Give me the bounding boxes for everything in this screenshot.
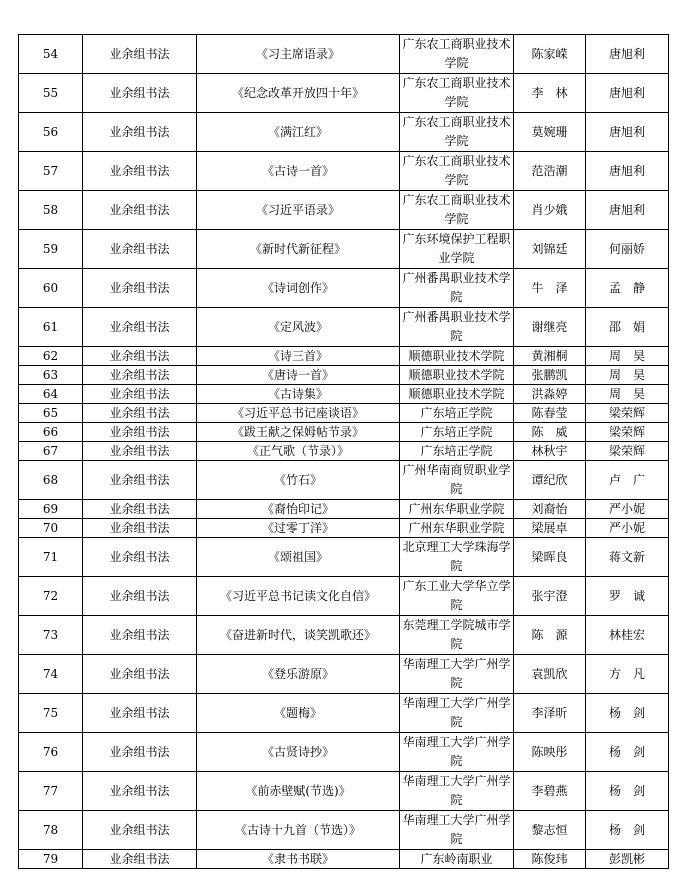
teacher-cell: 梁荣辉 bbox=[586, 404, 669, 423]
category-cell: 业余组书法 bbox=[83, 423, 197, 442]
school-cell: 广州东华职业学院 bbox=[400, 519, 514, 538]
school-cell: 广东农工商职业技术学院 bbox=[400, 74, 514, 113]
work-title-cell: 《满江红》 bbox=[197, 113, 400, 152]
teacher-cell: 方 凡 bbox=[586, 655, 669, 694]
category-cell: 业余组书法 bbox=[83, 519, 197, 538]
school-cell: 广东农工商职业技术学院 bbox=[400, 191, 514, 230]
row-number-cell: 56 bbox=[19, 113, 83, 152]
school-cell: 华南理工大学广州学院 bbox=[400, 811, 514, 850]
school-cell: 广东环境保护工程职业学院 bbox=[400, 230, 514, 269]
school-cell: 广东培正学院 bbox=[400, 423, 514, 442]
school-cell: 广东农工商职业技术学院 bbox=[400, 113, 514, 152]
student-cell: 谭纪欣 bbox=[514, 461, 586, 500]
school-cell: 华南理工大学广州学院 bbox=[400, 733, 514, 772]
category-cell: 业余组书法 bbox=[83, 577, 197, 616]
table-row bbox=[19, 538, 669, 577]
category-cell: 业余组书法 bbox=[83, 74, 197, 113]
row-number-cell: 77 bbox=[19, 772, 83, 811]
row-number-cell: 58 bbox=[19, 191, 83, 230]
student-cell: 黄湘桐 bbox=[514, 347, 586, 366]
row-number-cell: 74 bbox=[19, 655, 83, 694]
teacher-cell: 杨 剑 bbox=[586, 772, 669, 811]
table-row bbox=[19, 423, 669, 442]
table-row bbox=[19, 616, 669, 655]
work-title-cell: 《裔怡印记》 bbox=[197, 500, 400, 519]
teacher-cell: 周 昊 bbox=[586, 385, 669, 404]
student-cell: 陈映彤 bbox=[514, 733, 586, 772]
teacher-cell: 唐旭利 bbox=[586, 191, 669, 230]
table-row bbox=[19, 269, 669, 308]
table-row bbox=[19, 442, 669, 461]
work-title-cell: 《竹石》 bbox=[197, 461, 400, 500]
work-title-cell: 《习近平总书记读文化自信》 bbox=[197, 577, 400, 616]
table-row bbox=[19, 694, 669, 733]
teacher-cell: 梁荣辉 bbox=[586, 423, 669, 442]
teacher-cell: 唐旭利 bbox=[586, 74, 669, 113]
category-cell: 业余组书法 bbox=[83, 404, 197, 423]
table-row bbox=[19, 35, 669, 74]
row-number-cell: 66 bbox=[19, 423, 83, 442]
work-title-cell: 《跋王献之保姆帖节录》 bbox=[197, 423, 400, 442]
row-number-cell: 59 bbox=[19, 230, 83, 269]
category-cell: 业余组书法 bbox=[83, 655, 197, 694]
row-number-cell: 65 bbox=[19, 404, 83, 423]
school-cell: 华南理工大学广州学院 bbox=[400, 655, 514, 694]
row-number-cell: 55 bbox=[19, 74, 83, 113]
student-cell: 李泽昕 bbox=[514, 694, 586, 733]
teacher-cell: 蒋文新 bbox=[586, 538, 669, 577]
teacher-cell: 邵 娟 bbox=[586, 308, 669, 347]
student-cell: 张宇澄 bbox=[514, 577, 586, 616]
row-number-cell: 70 bbox=[19, 519, 83, 538]
student-cell: 陈春莹 bbox=[514, 404, 586, 423]
student-cell: 洪淼婷 bbox=[514, 385, 586, 404]
category-cell: 业余组书法 bbox=[83, 347, 197, 366]
teacher-cell: 卢 广 bbox=[586, 461, 669, 500]
teacher-cell: 唐旭利 bbox=[586, 152, 669, 191]
category-cell: 业余组书法 bbox=[83, 230, 197, 269]
row-number-cell: 71 bbox=[19, 538, 83, 577]
teacher-cell: 彭凯彬 bbox=[586, 850, 669, 869]
table-row bbox=[19, 191, 669, 230]
table-row bbox=[19, 850, 669, 869]
category-cell: 业余组书法 bbox=[83, 538, 197, 577]
row-number-cell: 67 bbox=[19, 442, 83, 461]
category-cell: 业余组书法 bbox=[83, 269, 197, 308]
category-cell: 业余组书法 bbox=[83, 366, 197, 385]
work-title-cell: 《正气歌（节录）》 bbox=[197, 442, 400, 461]
table-row bbox=[19, 461, 669, 500]
school-cell: 广东农工商职业技术学院 bbox=[400, 35, 514, 74]
work-title-cell: 《古诗十九首（节选）》 bbox=[197, 811, 400, 850]
student-cell: 黎志恒 bbox=[514, 811, 586, 850]
teacher-cell: 杨 剑 bbox=[586, 733, 669, 772]
table-row bbox=[19, 347, 669, 366]
table-row bbox=[19, 811, 669, 850]
table-row bbox=[19, 230, 669, 269]
student-cell: 陈 源 bbox=[514, 616, 586, 655]
teacher-cell: 孟 静 bbox=[586, 269, 669, 308]
table-row bbox=[19, 500, 669, 519]
row-number-cell: 79 bbox=[19, 850, 83, 869]
table-row bbox=[19, 308, 669, 347]
awards-table bbox=[18, 34, 669, 869]
teacher-cell: 罗 诚 bbox=[586, 577, 669, 616]
teacher-cell: 何丽娇 bbox=[586, 230, 669, 269]
student-cell: 陈俊玮 bbox=[514, 850, 586, 869]
category-cell: 业余组书法 bbox=[83, 385, 197, 404]
teacher-cell: 林桂宏 bbox=[586, 616, 669, 655]
work-title-cell: 《古诗集》 bbox=[197, 385, 400, 404]
row-number-cell: 72 bbox=[19, 577, 83, 616]
row-number-cell: 78 bbox=[19, 811, 83, 850]
table-body bbox=[19, 35, 669, 869]
category-cell: 业余组书法 bbox=[83, 811, 197, 850]
student-cell: 李 林 bbox=[514, 74, 586, 113]
school-cell: 广州华南商贸职业学院 bbox=[400, 461, 514, 500]
category-cell: 业余组书法 bbox=[83, 35, 197, 74]
work-title-cell: 《新时代新征程》 bbox=[197, 230, 400, 269]
school-cell: 东莞理工学院城市学院 bbox=[400, 616, 514, 655]
row-number-cell: 75 bbox=[19, 694, 83, 733]
school-cell: 广州番禺职业技术学院 bbox=[400, 308, 514, 347]
work-title-cell: 《诗词创作》 bbox=[197, 269, 400, 308]
row-number-cell: 76 bbox=[19, 733, 83, 772]
category-cell: 业余组书法 bbox=[83, 442, 197, 461]
row-number-cell: 61 bbox=[19, 308, 83, 347]
category-cell: 业余组书法 bbox=[83, 152, 197, 191]
work-title-cell: 《隶书书联》 bbox=[197, 850, 400, 869]
row-number-cell: 62 bbox=[19, 347, 83, 366]
work-title-cell: 《诗三首》 bbox=[197, 347, 400, 366]
student-cell: 梁展卓 bbox=[514, 519, 586, 538]
school-cell: 顺德职业技术学院 bbox=[400, 347, 514, 366]
work-title-cell: 《奋进新时代，谈笑凯歌还》 bbox=[197, 616, 400, 655]
school-cell: 广东岭南职业 bbox=[400, 850, 514, 869]
row-number-cell: 64 bbox=[19, 385, 83, 404]
school-cell: 顺德职业技术学院 bbox=[400, 385, 514, 404]
student-cell: 张鹏凯 bbox=[514, 366, 586, 385]
student-cell: 袁凯欣 bbox=[514, 655, 586, 694]
table-row bbox=[19, 519, 669, 538]
work-title-cell: 《习近平语录》 bbox=[197, 191, 400, 230]
student-cell: 林秋宇 bbox=[514, 442, 586, 461]
student-cell: 梁晖良 bbox=[514, 538, 586, 577]
table-row bbox=[19, 404, 669, 423]
work-title-cell: 《前赤壁赋(节选)》 bbox=[197, 772, 400, 811]
category-cell: 业余组书法 bbox=[83, 850, 197, 869]
table-row bbox=[19, 74, 669, 113]
student-cell: 李碧燕 bbox=[514, 772, 586, 811]
school-cell: 广州东华职业学院 bbox=[400, 500, 514, 519]
student-cell: 陈 威 bbox=[514, 423, 586, 442]
category-cell: 业余组书法 bbox=[83, 308, 197, 347]
table-row bbox=[19, 113, 669, 152]
table-row bbox=[19, 577, 669, 616]
school-cell: 广东农工商职业技术学院 bbox=[400, 152, 514, 191]
work-title-cell: 《登乐游原》 bbox=[197, 655, 400, 694]
teacher-cell: 杨 剑 bbox=[586, 811, 669, 850]
category-cell: 业余组书法 bbox=[83, 113, 197, 152]
student-cell: 陈家嵘 bbox=[514, 35, 586, 74]
school-cell: 广东培正学院 bbox=[400, 404, 514, 423]
teacher-cell: 唐旭利 bbox=[586, 35, 669, 74]
student-cell: 刘锦廷 bbox=[514, 230, 586, 269]
work-title-cell: 《唐诗一首》 bbox=[197, 366, 400, 385]
category-cell: 业余组书法 bbox=[83, 616, 197, 655]
teacher-cell: 唐旭利 bbox=[586, 113, 669, 152]
category-cell: 业余组书法 bbox=[83, 191, 197, 230]
work-title-cell: 《颂祖国》 bbox=[197, 538, 400, 577]
teacher-cell: 严小妮 bbox=[586, 519, 669, 538]
school-cell: 广东培正学院 bbox=[400, 442, 514, 461]
row-number-cell: 60 bbox=[19, 269, 83, 308]
student-cell: 范浩潮 bbox=[514, 152, 586, 191]
teacher-cell: 梁荣辉 bbox=[586, 442, 669, 461]
work-title-cell: 《习近平总书记座谈语》 bbox=[197, 404, 400, 423]
row-number-cell: 68 bbox=[19, 461, 83, 500]
row-number-cell: 54 bbox=[19, 35, 83, 74]
category-cell: 业余组书法 bbox=[83, 694, 197, 733]
work-title-cell: 《题梅》 bbox=[197, 694, 400, 733]
school-cell: 华南理工大学广州学院 bbox=[400, 772, 514, 811]
student-cell: 谢继亮 bbox=[514, 308, 586, 347]
school-cell: 顺德职业技术学院 bbox=[400, 366, 514, 385]
table-row bbox=[19, 772, 669, 811]
student-cell: 莫婉珊 bbox=[514, 113, 586, 152]
row-number-cell: 73 bbox=[19, 616, 83, 655]
work-title-cell: 《过零丁洋》 bbox=[197, 519, 400, 538]
row-number-cell: 63 bbox=[19, 366, 83, 385]
teacher-cell: 周 昊 bbox=[586, 347, 669, 366]
category-cell: 业余组书法 bbox=[83, 733, 197, 772]
category-cell: 业余组书法 bbox=[83, 461, 197, 500]
student-cell: 肖少娥 bbox=[514, 191, 586, 230]
school-cell: 广州番禺职业技术学院 bbox=[400, 269, 514, 308]
school-cell: 北京理工大学珠海学院 bbox=[400, 538, 514, 577]
work-title-cell: 《定风波》 bbox=[197, 308, 400, 347]
work-title-cell: 《习主席语录》 bbox=[197, 35, 400, 74]
row-number-cell: 69 bbox=[19, 500, 83, 519]
table-row bbox=[19, 366, 669, 385]
table-row bbox=[19, 655, 669, 694]
table-row bbox=[19, 385, 669, 404]
work-title-cell: 《纪念改革开放四十年》 bbox=[197, 74, 400, 113]
school-cell: 广东工业大学华立学院 bbox=[400, 577, 514, 616]
category-cell: 业余组书法 bbox=[83, 500, 197, 519]
work-title-cell: 《古贤诗抄》 bbox=[197, 733, 400, 772]
table-row bbox=[19, 733, 669, 772]
student-cell: 牛 泽 bbox=[514, 269, 586, 308]
table-row bbox=[19, 152, 669, 191]
row-number-cell: 57 bbox=[19, 152, 83, 191]
work-title-cell: 《古诗一首》 bbox=[197, 152, 400, 191]
teacher-cell: 严小妮 bbox=[586, 500, 669, 519]
teacher-cell: 周 昊 bbox=[586, 366, 669, 385]
school-cell: 华南理工大学广州学院 bbox=[400, 694, 514, 733]
teacher-cell: 杨 剑 bbox=[586, 694, 669, 733]
student-cell: 刘裔怡 bbox=[514, 500, 586, 519]
category-cell: 业余组书法 bbox=[83, 772, 197, 811]
